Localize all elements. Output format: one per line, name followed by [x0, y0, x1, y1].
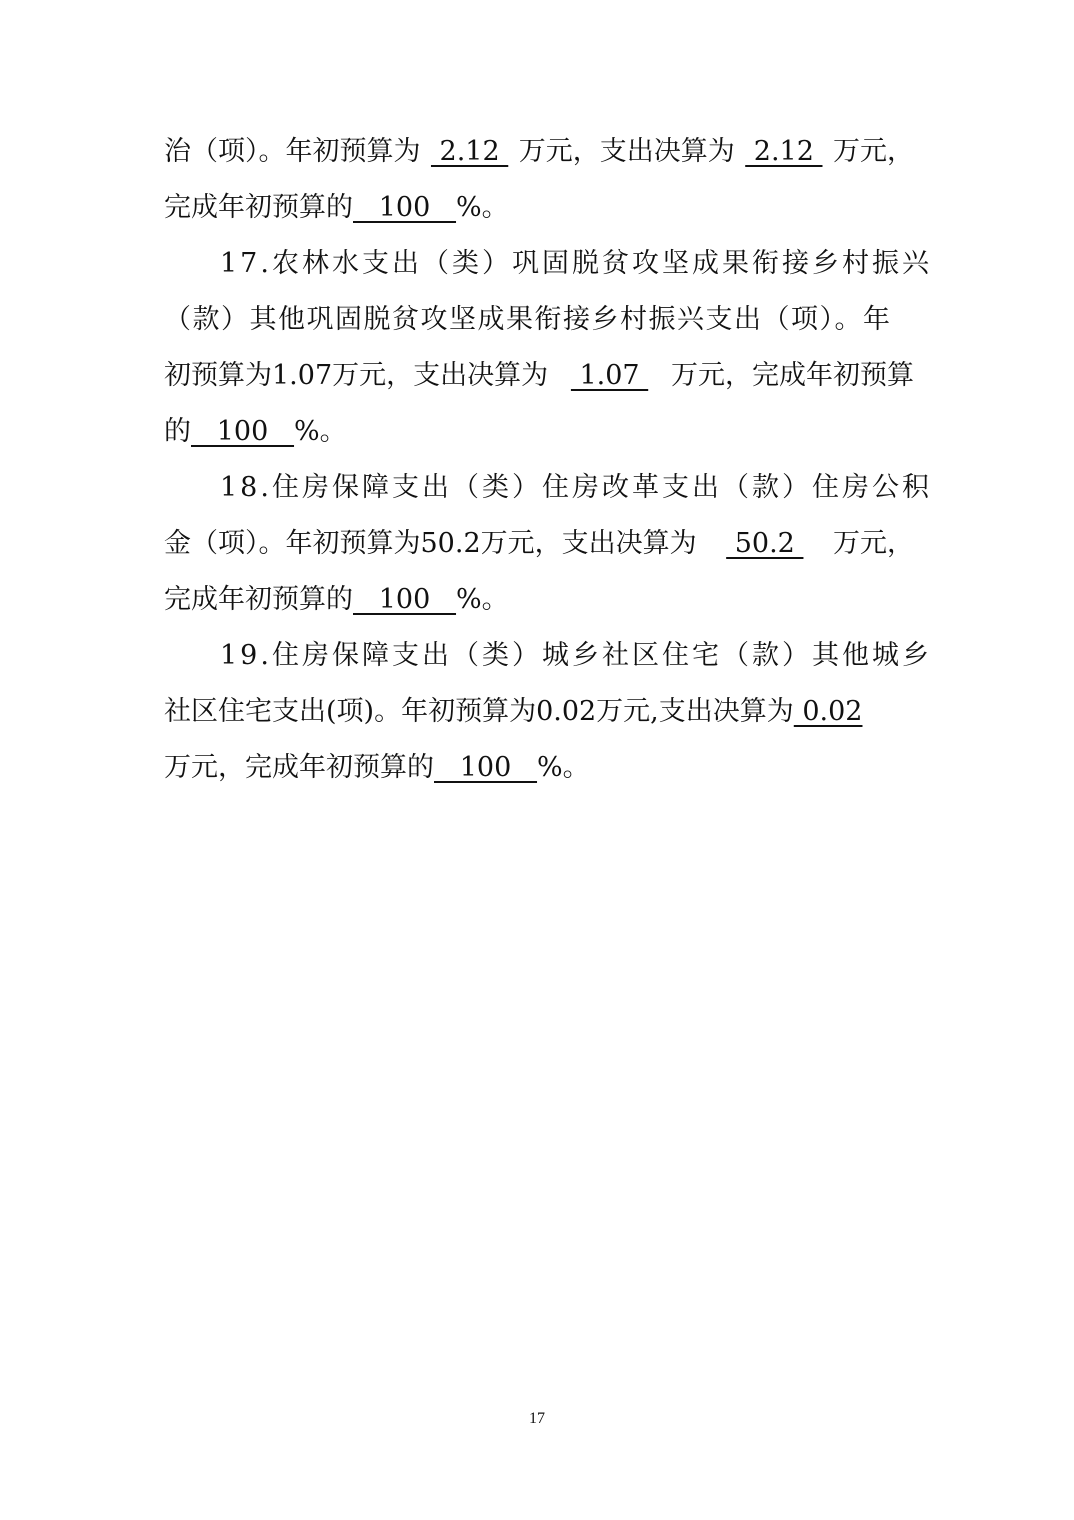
actual-value: 0.02 [793, 696, 863, 727]
line-text: 治（项）。年初预算为 [164, 136, 421, 167]
actual-value: 2.12 [745, 136, 823, 167]
actual-value: 1.07 [570, 360, 649, 391]
line-text: 完成年初预算的 [164, 584, 353, 615]
text-line-4 [164, 292, 914, 348]
line-text: 万元， [832, 528, 914, 559]
text-line-6 [164, 404, 914, 460]
text-line-9 [164, 572, 914, 628]
completion-rate: 100 [353, 192, 457, 223]
item-heading: 17.农林水支出（类）巩固脱贫攻坚成果衔接乡村振兴 [220, 248, 932, 279]
completion-rate: 100 [434, 752, 538, 783]
line-text: 万元， [832, 136, 914, 167]
line-text: %。 [537, 752, 590, 783]
text-line-10 [164, 628, 932, 684]
line-text: （款）其他巩固脱贫攻坚成果衔接乡村振兴支出（项）。年 [164, 304, 892, 335]
line-text: 万元，完成年初预算的 [164, 752, 434, 783]
text-line-7 [164, 460, 932, 516]
text-line-8 [164, 516, 914, 572]
completion-rate: 100 [191, 416, 295, 447]
line-text: 的 [164, 416, 191, 447]
text-line-12 [164, 740, 914, 796]
item-heading: 19.住房保障支出（类）城乡社区住宅（款）其他城乡 [220, 640, 932, 671]
page-number: 17 [529, 1410, 545, 1427]
text-line-2 [164, 180, 914, 236]
text-line-3 [164, 236, 932, 292]
actual-value: 50.2 [726, 528, 804, 559]
completion-rate: 100 [353, 584, 457, 615]
line-text: 万元，支出决算为 [518, 136, 735, 167]
line-text: %。 [294, 416, 347, 447]
line-text: %。 [456, 584, 509, 615]
line-text: 初预算为1.07万元，支出决算为 [164, 360, 549, 391]
line-text: 完成年初预算的 [164, 192, 353, 223]
item-heading: 18.住房保障支出（类）住房改革支出（款）住房公积 [220, 472, 932, 503]
line-text: 万元，完成年初预算 [670, 360, 914, 391]
text-line-11 [164, 684, 914, 740]
text-line-1 [164, 124, 914, 180]
text-line-5 [164, 348, 914, 404]
budget-value: 2.12 [430, 136, 509, 167]
line-text: %。 [456, 192, 509, 223]
line-text: 社区住宅支出(项)。年初预算为0.02万元,支出决算为 [164, 696, 794, 727]
line-text: 金（项）。年初预算为50.2万元，支出决算为 [164, 528, 697, 559]
